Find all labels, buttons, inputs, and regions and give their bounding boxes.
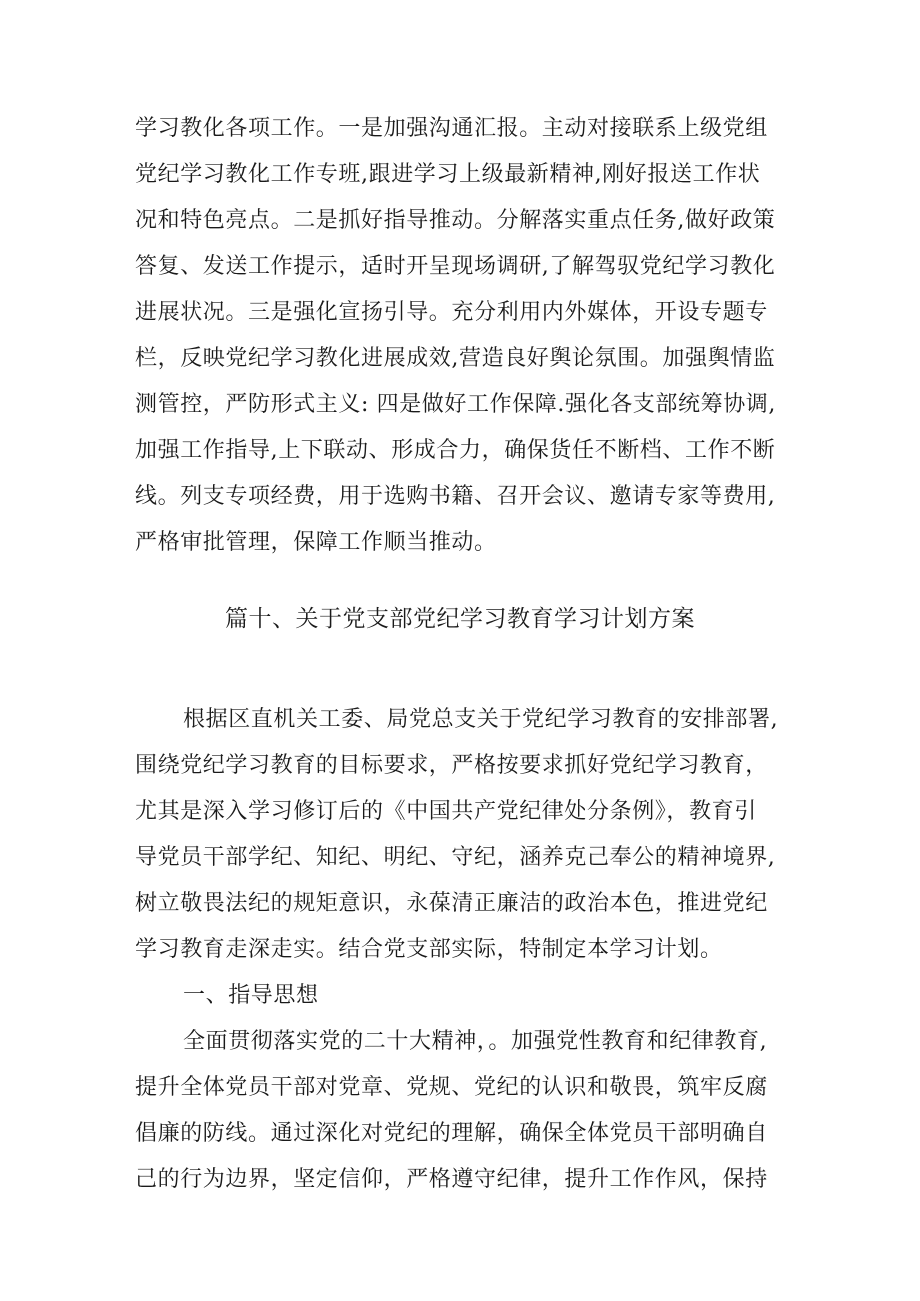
- text-line: 严格审批管理，保障工作顺当推动。: [135, 530, 497, 555]
- text-line: 测管控，严防形式主义: 四是做好工作保障.强化各支部统筹协调,: [135, 392, 776, 417]
- text-line: 学习教化各项工作。一是加强沟通汇报。主动对接联系上级党组: [135, 116, 768, 141]
- text-line: 况和特色亮点。二是抓好指导推动。分解落实重点任务,做好政策: [135, 208, 776, 233]
- text-line: 线。列支专项经费，用于选购书籍、召开会议、邀请专家等费用,: [135, 484, 776, 509]
- text-line: 围绕党纪学习教育的目标要求，严格按要求抓好党纪学习教育，: [135, 753, 768, 778]
- section-title: 篇十、关于党支部党纪学习教育学习计划方案: [225, 606, 695, 632]
- text-line: 栏，反映党纪学习教化进展成效,营造良好舆论氛围。加强舆情监: [135, 346, 776, 371]
- text-line: 加强工作指导,上下联动、形成合力，确保货任不断档、工作不断: [135, 438, 776, 463]
- text-line: 全面贯彻落实党的二十大精神，。加强党性教育和纪律教育,: [183, 1029, 768, 1054]
- text-line: 根据区直机关工委、局党总支关于党纪学习教育的安排部署,: [183, 707, 779, 732]
- text-line: 学习教育走深走实。结合党支部实际，特制定本学习计划。: [135, 937, 723, 962]
- text-line: 答复、发送工作提示，适时开呈现场调研,了解驾驭党纪学习教化: [135, 254, 776, 279]
- text-line: 树立敬畏法纪的规矩意识，永葆清正廉洁的政治本色，推进党纪: [135, 891, 768, 916]
- text-line: 尤其是深入学习修订后的《中国共产党纪律处分条例》，教育引: [135, 799, 757, 824]
- text-line: 导党员干部学纪、知纪、明纪、守纪，涵养克己奉公的精神境界,: [135, 845, 776, 870]
- text-line: 提升全体党员干部对党章、党规、党纪的认识和敬畏，筑牢反腐: [135, 1075, 768, 1100]
- paragraph-guidance: [135, 1019, 795, 1203]
- heading-guiding-thought: 一、指导思想: [183, 983, 319, 1008]
- text-line: 进展状况。三是强化宣扬引导。充分利用内外媒体，开设专题专: [135, 300, 768, 325]
- heading-guiding-thought-block: [135, 973, 795, 1019]
- text-line: 党纪学习教化工作专班,跟进学习上级最新精神,刚好报送工作状: [135, 162, 761, 187]
- paragraph-work-measures: [135, 106, 795, 566]
- text-line: 倡廉的防线。通过深化对党纪的理解，确保全体党员干部明确自: [135, 1121, 768, 1146]
- paragraph-intro: [135, 697, 795, 973]
- text-line: 己的行为边界，坚定信仰，严格遵守纪律，提升工作作风，保持: [135, 1167, 768, 1192]
